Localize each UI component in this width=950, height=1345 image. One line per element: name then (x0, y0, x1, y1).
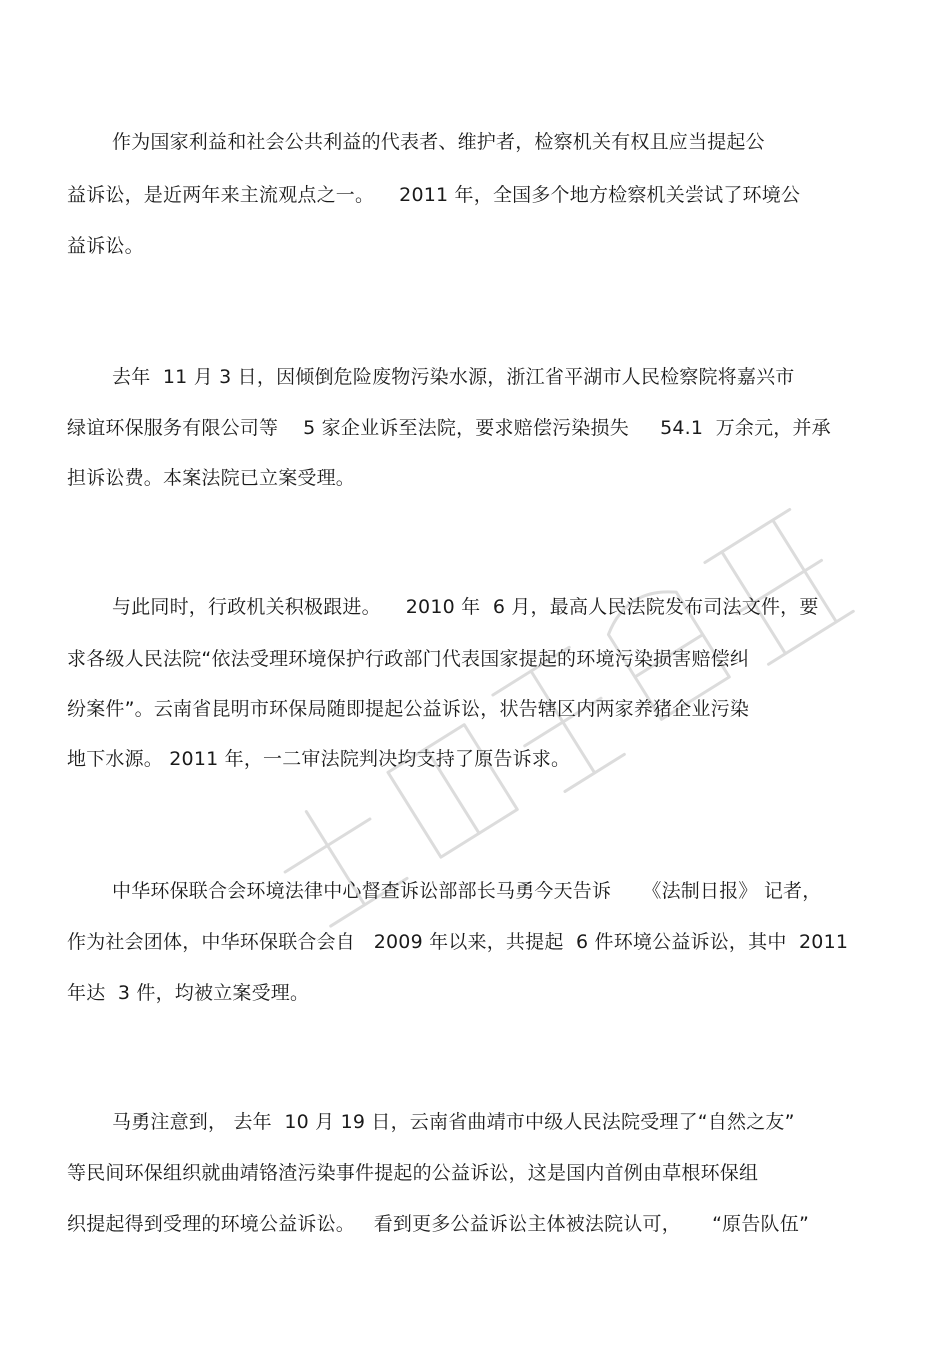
paragraph-5-line-3: 织提起得到受理的环境公益诉讼。 看到更多公益诉讼主体被法院认可， “原告队伍” (67, 1213, 810, 1235)
paragraph-4-line-2: 作为社会团体，中华环保联合会自 2009 年以来，共提起 6 件环境公益诉讼，其中 2011 (67, 931, 849, 953)
paragraph-2-line-3: 担诉讼费。本案法院已立案受理。 (67, 467, 356, 489)
paragraph-5-line-1: 马勇注意到， 去年 10 月 19 日，云南省曲靖市中级人民法院受理了“自然之友” (112, 1111, 795, 1133)
paragraph-2-line-2: 绿谊环保服务有限公司等 5 家企业诉至法院，要求赔偿污染损失 54.1 万余元，并承 (67, 417, 831, 439)
paragraph-3-line-1: 与此同时，行政机关积极跟进。 2010 年 6 月，最高人民法院发布司法文件，要 (112, 596, 819, 618)
paragraph-2-line-1: 去年 11 月 3 日，因倾倒危险废物污染水源，浙江省平湖市人民检察院将嘉兴市 (112, 366, 795, 388)
paragraph-4-line-3: 年达 3 件，均被立案受理。 (67, 982, 310, 1004)
paragraph-1-line-2: 益诉讼，是近两年来主流观点之一。 2011 年，全国多个地方检察机关尝试了环境公 (67, 184, 801, 206)
paragraph-1-line-1: 作为国家利益和社会公共利益的代表者、维护者，检察机关有权且应当提起公 (112, 131, 765, 153)
paragraph-3-line-3: 纷案件”。云南省昆明市环保局随即提起公益诉讼，状告辖区内两家养猪企业污染 (67, 698, 750, 720)
paragraph-4-line-1: 中华环保联合会环境法律中心督查诉讼部部长马勇今天告诉 《法制日报》 记者， (112, 880, 822, 902)
paragraph-3-line-2: 求各级人民法院“依法受理环境保护行政部门代表国家提起的环境污染损害赔偿纠 (67, 648, 750, 670)
paragraph-5-line-2: 等民间环保组织就曲靖铬渣污染事件提起的公益诉讼，这是国内首例由草根环保组 (67, 1162, 759, 1184)
paragraph-1-line-3: 益诉讼。 (67, 235, 144, 257)
paragraph-3-line-4: 地下水源。 2011 年，一二审法院判决均支持了原告诉求。 (67, 748, 571, 770)
